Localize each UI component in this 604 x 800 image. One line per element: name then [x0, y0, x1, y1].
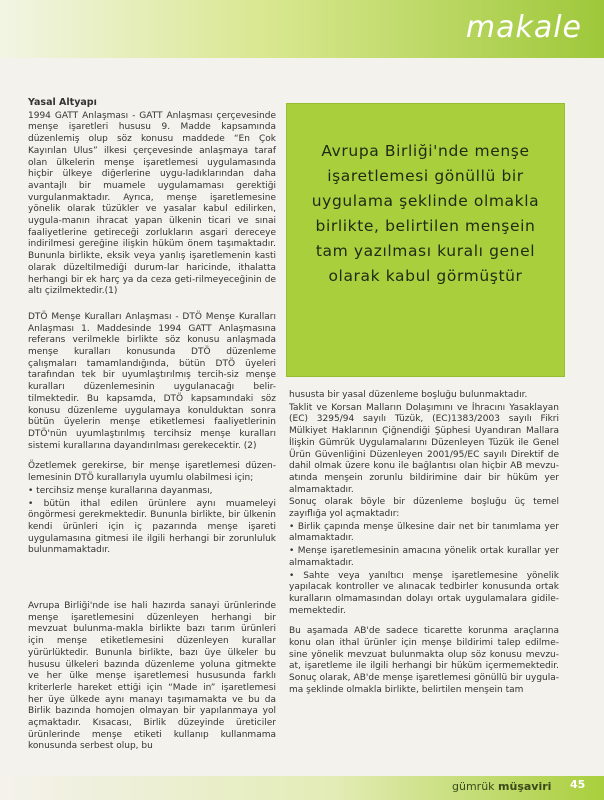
left-column-lower	[28, 601, 276, 762]
left-column	[28, 97, 276, 566]
left-paragraph-1: 1994 GATT Anlaşması - GATT Anlaşması çerçevesinde menşe işaretleri hususu 9. Madde kapsamında düzenlemiş olup söz konusu maddede “En Çok Kayırılan Ulus” ilkesi çerçevesinde anlaşmaya taraf olan ülkelerin menşe işaretlemesi uygulamasında hiçbir ülkeye diğerlerine uygu-ladıklarından daha avantajlı bir muamele uygulamaması gerektiği vurgulanmaktadır. Ayrıca, menşe işaretlemesine yönelik olarak tüzükler ve yasalar kabul edilirken, uygula-manın ihracat yapan ülkenin ticari ve sınai faaliyetlerine getireceği zorlukların asgari dereceye indirilmesi gereğine ilişkin hüküm önem taşımaktadır. Bununla birlikte, eksik veya yanlış işaretlemenin kasti olarak düzeltilmediği durum-lar haricinde, ithalatta herhangi bir ek harç ya da ceza geti-rilmeyeceğinin de altı çizilmektedir.(1)	[28, 110, 276, 297]
left-paragraph-4: Avrupa Birliği'nde ise hali hazırda sanayi ürünlerinde menşe işaretlemesini düzenleyen herhangi bir mevzuat bulunma-makla birlikte bazı tarım ürünleri için menşe etiketlemesini düzenleyen kurallar yürürlüktedir. Bununla birlikte, bazı üye ülkeler bu hususu ülkeleri bazında düzenleme yoluna gitmekte ve her ülke menşe işaretlemesi hususunda farklı kriterlerle hareket ettiği için “Made in” işaretlemesi her üye ülkede aynı manayı taşımamakta ve bu da Birlik bazında homojen olmayan bir yapılanmaya yol açmaktadır. Kısacası, Birlik düzeyinde üreticiler ürünlerinde menşe etiketi kullanıp kullanmama konusunda serbest olup, bu	[28, 601, 276, 752]
right-paragraph-3-intro: Sonuç olarak böyle bir düzenleme boşluğu üç temel zayıflığa yol açmaktadır:	[289, 497, 559, 520]
left-bullet-2: • bütün ithal edilen ürünlere aynı muameleyi öngörmesi gerekmektedir. Bununla birlikte, bir ülkenin kendi ürünleri için iç pazarında menşe işareti uygulamasına gitmesi ile ilgili herhangi bir zorunluluk bulunmamaktadır.	[28, 498, 276, 556]
right-column	[289, 390, 559, 706]
right-bullet-3: • Sahte veya yanıltıcı menşe işaretlemesine yönelik yapılacak kontroller ve alınacak tedbirler konusunda ortak kuralların olmamasından dolayı ortak uygulamalara gidile-memektedir.	[289, 570, 559, 616]
left-bullet-1: • tercihsiz menşe kurallarına dayanması,	[28, 485, 213, 496]
right-bullet-2: • Menşe işaretlemesinin amacına yönelik ortak kurallar yer almamaktadır.	[289, 546, 559, 568]
right-bullet-1: • Birlik çapında menşe ülkesine dair net bir tanımlama yer almamaktadır.	[289, 521, 559, 544]
left-paragraph-3-intro: Özetlemek gerekirse, bir menşe işaretlemesi düzen-lemesinin DTÖ kurallarıyla uyumlu olabilmesi için;	[28, 461, 276, 484]
publication-name	[452, 780, 551, 793]
publication-name-part1: gümrük	[452, 780, 495, 793]
section-heading: Yasal Altyapı	[28, 97, 97, 108]
publication-name-part2: müşaviri	[498, 780, 552, 793]
right-paragraph-4: Bu aşamada AB'de sadece ticarette korunma araçlarına konu olan ithal ürünler için menşe bildirimi talep edilme-sine yönelik mevzuat bulunmakta olup söz konusu mevzu-at, işaretleme ile ilgili herhangi bir hüküm içermemektedir. Sonuç olarak, AB'de menşe işaretlemesi gönüllü bir uygula-ma şeklinde olmakla birlikte, belirtilen menşein tam	[289, 626, 559, 695]
section-title: makale	[465, 10, 582, 45]
page-number: 45	[570, 778, 586, 791]
left-paragraph-2: DTÖ Menşe Kuralları Anlaşması - DTÖ Menşe Kuralları Anlaşması 1. Maddesinde 1994 GATT Anlaşmasına referans verilmekle birlikte söz konusu anlaşmada menşe kuralları konusunda DTÖ düzenleme çalışmaları tamamlandığında, bütün DTÖ üyeleri tarafından tek bir uyumlaştırılmış tercih-siz menşe kuralları düzenlemesinin uygulanacağı belir-tilmektedir. Bu kapsamda, DTÖ kapsamındaki söz konusu düzenleme uygulamaya konulduktan sonra bütün üyelerin menşe etiketlemesi faaliyetlerinin DTÖ'nün uyumlaştırılmış tercihsiz menşe kuralları sistemi kurallarına dayandırılması gerekecektir. (2)	[28, 311, 276, 451]
pull-quote-text: Avrupa Birliği'nde menşe işaretlemesi gönüllü bir uygulama şeklinde olmakla birlikte, belirtilen menşein tam yazılması kuralı genel olarak kabul görmüştür	[311, 142, 540, 285]
pull-quote-box	[286, 103, 565, 377]
right-paragraph-2: Taklit ve Korsan Malların Dolaşımını ve İhracını Yasaklayan (EC) 3295/94 sayılı Tüzük, (EC)1383/2003 sayılı Fikri Mülkiyet Haklarının Çiğnendiği Şüphesi Uyandıran Mallara İlişkin Gümrük Uygulamalarını Düzenleyen Tüzük ile Genel Ürün Güvenliğini Düzenleyen 2001/95/EC sayılı Direktif de dahil olmak üzere konu ile bağlantısı olan hiçbir AB mevzu-atında menşein zorunlu bildirimine dair bir hüküm yer almamaktadır.	[289, 402, 559, 495]
right-paragraph-1: hususta bir yasal düzenleme boşluğu bulunmaktadır.	[289, 390, 528, 400]
